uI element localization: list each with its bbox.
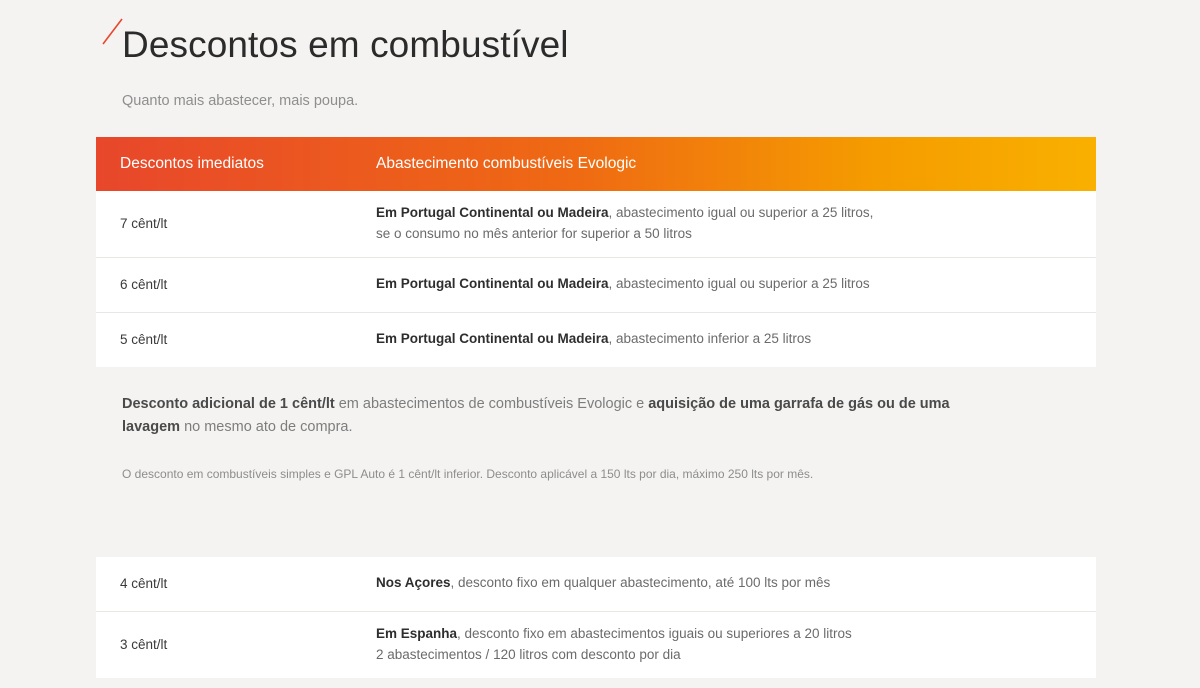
description-text: , desconto fixo em abastecimentos iguais ou superiores a 20 litros bbox=[457, 626, 852, 641]
discount-description bbox=[376, 203, 1096, 245]
table-header-fueling: Abastecimento combustíveis Evologic bbox=[376, 154, 637, 172]
secondary-discounts-table bbox=[96, 557, 1096, 678]
table-row bbox=[96, 191, 1096, 258]
discount-value: 3 cênt/lt bbox=[120, 637, 168, 653]
title-block bbox=[96, 0, 1096, 109]
slash-accent-icon bbox=[100, 16, 126, 46]
description-text: , abastecimento igual ou superior a 25 litros, bbox=[608, 204, 874, 220]
description-text: , abastecimento inferior a 25 litros bbox=[608, 331, 812, 347]
description-emphasis: Em Portugal Continental ou Madeira bbox=[376, 331, 609, 347]
description-emphasis: Em Portugal Continental ou Madeira bbox=[376, 204, 609, 220]
discount-description bbox=[376, 573, 1096, 594]
note-text-middle: em abastecimentos de combustíveis Evologic e bbox=[334, 395, 649, 412]
discount-description bbox=[376, 624, 1096, 666]
discount-value: 5 cênt/lt bbox=[120, 332, 168, 348]
discount-description bbox=[376, 329, 1096, 350]
description-emphasis: Nos Açores bbox=[376, 575, 451, 591]
description-text: , desconto fixo em qualquer abastecimento, até 100 lts por mês bbox=[450, 575, 831, 591]
table-header-discounts: Descontos imediatos bbox=[120, 154, 264, 172]
description-text-line2: se o consumo no mês anterior for superior a 50 litros bbox=[376, 225, 692, 241]
description-text-line2: 2 abastecimentos / 120 litros com desconto por dia bbox=[376, 646, 681, 662]
note-emphasis-2: aquisição de uma garrafa de gás ou de uma lavagem bbox=[122, 395, 950, 435]
table-row bbox=[96, 612, 1096, 678]
description-text: , abastecimento igual ou superior a 25 litros bbox=[608, 276, 870, 292]
additional-discount-note bbox=[96, 393, 1096, 439]
description-emphasis: Em Portugal Continental ou Madeira bbox=[376, 276, 609, 292]
discount-value: 7 cênt/lt bbox=[120, 216, 168, 232]
discount-value: 6 cênt/lt bbox=[120, 277, 168, 293]
note-text-end: no mesmo ato de compra. bbox=[180, 418, 353, 435]
table-row bbox=[96, 557, 1096, 612]
page-subtitle: Quanto mais abastecer, mais poupa. bbox=[122, 92, 359, 109]
description-emphasis: Em Espanha bbox=[376, 626, 458, 641]
discounts-table bbox=[96, 137, 1096, 367]
table-header-row bbox=[96, 137, 1096, 191]
discount-value: 4 cênt/lt bbox=[120, 576, 168, 592]
discount-description bbox=[376, 274, 1096, 295]
table-row bbox=[96, 313, 1096, 367]
page-title: Descontos em combustível bbox=[122, 24, 569, 65]
content-column bbox=[96, 0, 1096, 678]
fineprint-note: O desconto em combustíveis simples e GPL Auto é 1 cênt/lt inferior. Desconto aplicável a 150 lts por dia, máximo 250 lts por mês. bbox=[122, 466, 814, 481]
note-emphasis-1: Desconto adicional de 1 cênt/lt bbox=[122, 395, 335, 412]
table-row bbox=[96, 258, 1096, 313]
